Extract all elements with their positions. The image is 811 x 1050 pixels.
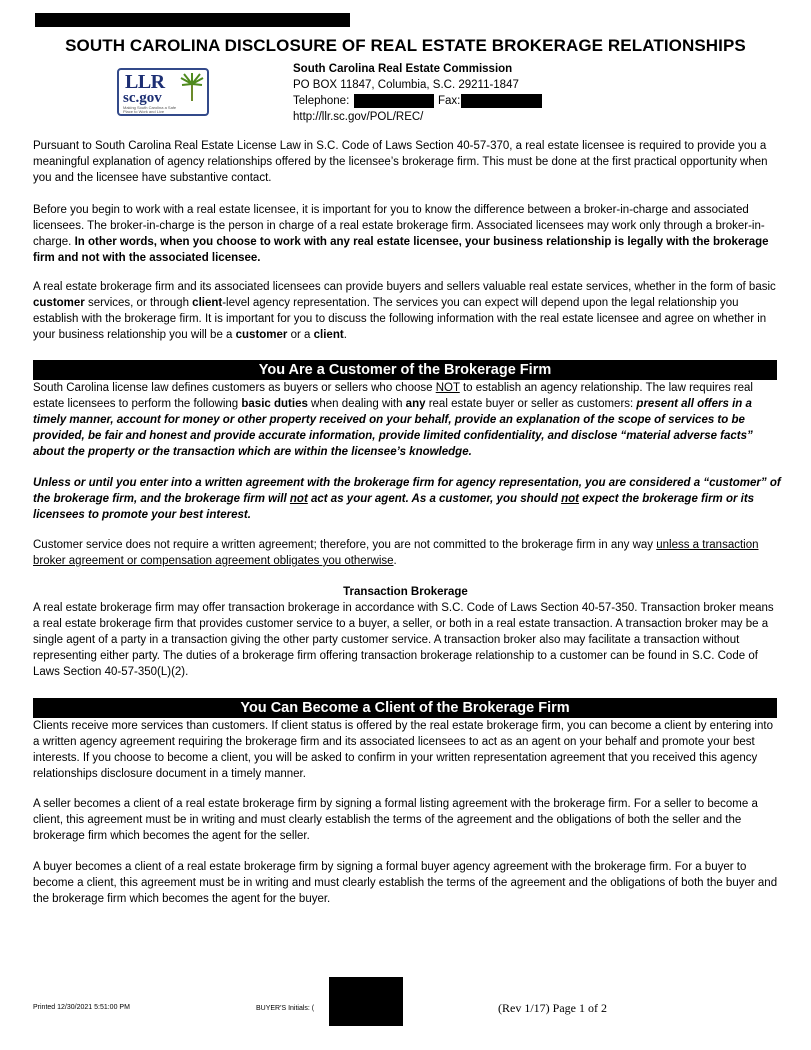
logo-tagline: Making South Carolina a Safe Place to Work and Live xyxy=(123,105,177,114)
agency-phone-row xyxy=(293,93,519,109)
palmetto-icon xyxy=(179,72,205,102)
section-banner-customer: You Are a Customer of the Brokerage Firm xyxy=(33,360,777,380)
paragraph-customer-duties: South Carolina license law defines customers as buyers or sellers who choose NOT to establish an agency relationship. The law requires real estate licensees to perform the following basic duties when dealing with any real estate buyer or seller as customers: present all offers in a timely manner, account for money or other property received on your behalf, provide an explanation of the scope of services to be provided, be fair and honest and provide accurate information, provide limited confidentiality, and disclose “material adverse facts” about the property or the transaction which are within the licensee’s knowledge. xyxy=(33,382,753,458)
paragraph-broker-in-charge: Before you begin to work with a real estate licensee, it is important for you to know the difference between a broker-in-charge and associated licensees. The broker-in-charge is the person in charge of a real estate brokerage firm. Associated licensees may work only through a broker-in-charge. In other words, when you choose to work with any real estate licensee, your business relationship is legally with the brokerage firm and not with the associated licensee. xyxy=(33,204,769,264)
footer-printed-date: Printed 12/30/2021 5:51:00 PM xyxy=(33,1004,130,1011)
logo-llr-text: LLR xyxy=(125,71,165,93)
telephone-label: Telephone: xyxy=(293,95,350,107)
paragraph-seller-client: A seller becomes a client of a real estate brokerage firm by signing a formal listing agreement with the brokerage firm. For a seller to become a client, this agreement must be in writing and must clearly establish the terms of the agreement and the obligations of both the seller and the brokerage firm which becomes the agent for the seller. xyxy=(33,798,758,842)
paragraph-transaction-brokerage: A real estate brokerage firm may offer transaction brokerage in accordance with S.C. Code of Laws Section 40-57-350. Transaction broker means a real estate brokerage firm that provides customer service to a buyer, a seller, or both in a real estate transaction. A transaction broker may be a single agent of a party in a transaction giving the other party customer service. A transaction broker also may facilitate a transaction without representing either party. The duties of a brokerage firm offering transaction brokerage relationship to a customer can be found in S.C. Code of Laws Section 40-57-350(L)(2). xyxy=(33,602,774,678)
agency-url: http://llr.sc.gov/POL/REC/ xyxy=(293,111,424,123)
fax-label: Fax: xyxy=(438,95,461,107)
paragraph-customer-status: Unless or until you enter into a written agreement with the brokerage firm for agency representation, you are considered a “customer” of the brokerage firm, and the brokerage firm will not act as your agent. As a customer, you should not expect the brokerage firm or its licensees to promote your best interest. xyxy=(33,477,781,521)
footer-buyer-initials: BUYER'S Initials: ( xyxy=(256,1005,315,1012)
paragraph-intro: Pursuant to South Carolina Real Estate License Law in S.C. Code of Laws Section 40-57-370, a real estate licensee is required to provide you a meaningful explanation of agency relationships offered by the licensee’s brokerage firm. This must be done at the first practical opportunity when you and the licensee have substantive contact. xyxy=(33,140,768,184)
paragraph-buyer-client: A buyer becomes a client of a real estate brokerage firm by signing a formal buyer agency agreement with the brokerage firm. For a buyer to become a client, this agreement must be in writing and must clearly establish the terms of the agreement and the obligations of both the buyer and the brokerage firm which becomes the agent for the buyer. xyxy=(33,861,778,905)
agency-name: South Carolina Real Estate Commission xyxy=(293,63,513,75)
agency-contact xyxy=(293,61,519,125)
paragraph-client-services: Clients receive more services than customers. If client status is offered by the real estate brokerage firm, you can become a client by entering into a written agency agreement requiring the brokerage firm and its associated licensees to act as an agent on your behalf and promote your best interests. If you choose to become a client, you will be asked to confirm in your written representation agreement that you received this agency relationships disclosure document in a timely manner. xyxy=(33,720,773,780)
initials-redaction xyxy=(329,977,403,1026)
section-banner-client: You Can Become a Client of the Brokerage Firm xyxy=(33,698,777,718)
agency-address: PO BOX 11847, Columbia, S.C. 29211-1847 xyxy=(293,79,519,91)
redaction-bar xyxy=(35,13,350,27)
telephone-redaction xyxy=(354,94,434,108)
subhead-transaction-brokerage: Transaction Brokerage xyxy=(343,586,468,598)
paragraph-services: A real estate brokerage firm and its associated licensees can provide buyers and sellers valuable real estate services, whether in the form of basic customer services, or through client-level agency representation. The services you can expect will depend upon the legal relationship you establish with the brokerage firm. It is important for you to discuss the following information with the real estate licensee and agree on whether in your business relationship you will be a customer or a client. xyxy=(33,281,776,341)
paragraph-no-written-agreement: Customer service does not require a written agreement; therefore, you are not committed to the brokerage firm in any way unless a transaction broker agreement or compensation agreement obligates you otherwise. xyxy=(33,539,759,567)
footer-page-number: (Rev 1/17) Page 1 of 2 xyxy=(498,1001,607,1015)
llr-logo xyxy=(117,68,209,116)
document-title: SOUTH CAROLINA DISCLOSURE OF REAL ESTATE BROKERAGE RELATIONSHIPS xyxy=(65,36,746,55)
fax-redaction xyxy=(461,94,542,108)
logo-scgov-text: sc.gov xyxy=(123,90,162,106)
